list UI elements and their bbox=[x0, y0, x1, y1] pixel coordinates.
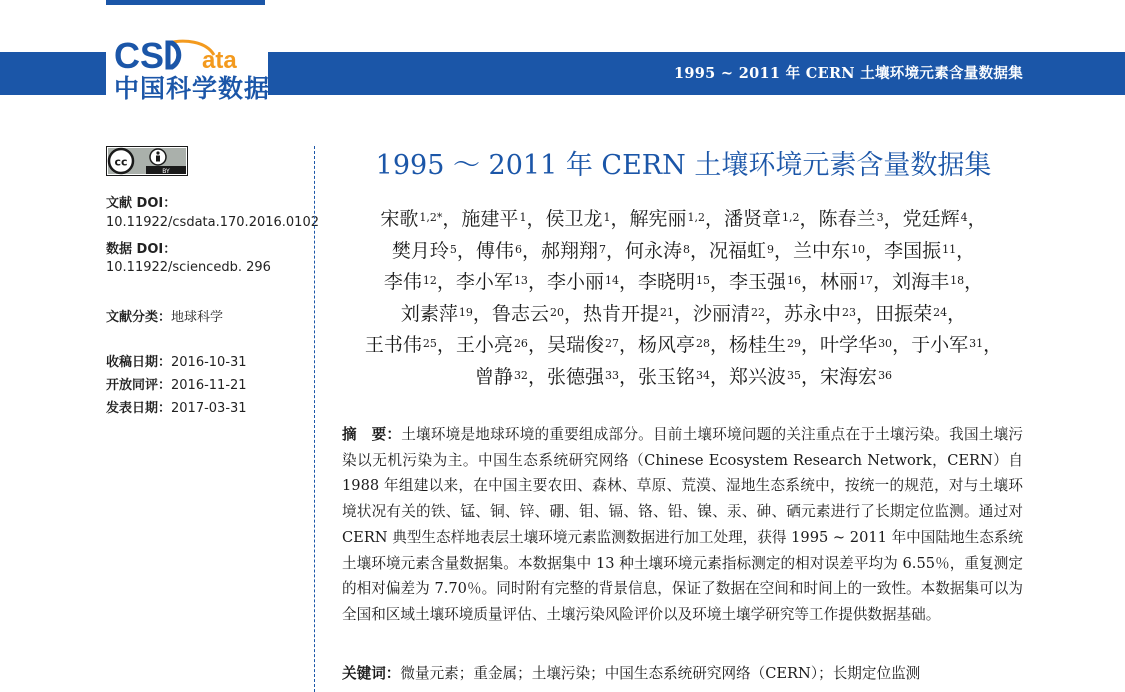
author-affiliation: 35 bbox=[787, 368, 802, 382]
author-name: 吴瑞俊 bbox=[546, 334, 604, 356]
author-item bbox=[892, 271, 964, 293]
open-review-label: 开放同评： bbox=[106, 378, 172, 393]
author-affiliation: 16 bbox=[787, 274, 802, 287]
author-item bbox=[401, 303, 473, 325]
svg-text:cc: cc bbox=[114, 155, 128, 169]
author-affiliation: 8 bbox=[683, 242, 690, 256]
keywords-label: 关键词： bbox=[342, 665, 401, 682]
author-item bbox=[819, 208, 884, 230]
author-item bbox=[709, 240, 774, 262]
author-item bbox=[456, 334, 528, 356]
published-value: 2017-03-31 bbox=[171, 401, 247, 416]
author-item bbox=[492, 303, 564, 325]
author-item bbox=[729, 366, 801, 388]
author-name: 侯卫龙 bbox=[545, 208, 603, 230]
category-row bbox=[106, 306, 223, 325]
author-item bbox=[875, 303, 947, 325]
author-name: 郝翔翔 bbox=[540, 239, 598, 262]
author-item bbox=[475, 366, 528, 388]
author-affiliation: 18 bbox=[950, 274, 965, 287]
author-item bbox=[365, 334, 437, 356]
author-name: 张德强 bbox=[546, 365, 604, 388]
author-name: 施建平 bbox=[461, 208, 519, 230]
logo-wordmark: CS bbox=[114, 37, 165, 73]
author-name: 张玉铭 bbox=[637, 365, 695, 388]
author-name: 刘素萍 bbox=[400, 302, 458, 325]
author-name: 郑兴波 bbox=[729, 365, 787, 388]
author-item bbox=[547, 366, 619, 388]
abstract bbox=[342, 422, 1023, 628]
author-item bbox=[903, 208, 968, 230]
author-item bbox=[724, 208, 800, 230]
author-affiliation: 7 bbox=[598, 242, 606, 256]
author-name: 王书伟 bbox=[364, 334, 422, 356]
open-review-row bbox=[106, 374, 247, 393]
author-item bbox=[547, 271, 619, 293]
author-item bbox=[820, 271, 873, 293]
logo-chinese-name: 中国科学数据 bbox=[114, 74, 271, 103]
author-name: 杨桂生 bbox=[729, 334, 787, 356]
author-item bbox=[820, 366, 892, 388]
author-affiliation: 19 bbox=[458, 305, 473, 319]
banner-title: 1995 ~ 2011 年 CERN 土壤环境元素含量数据集 bbox=[674, 65, 1023, 82]
category-label: 文献分类： bbox=[106, 310, 172, 325]
author-name: 于小军 bbox=[911, 334, 969, 356]
author-item bbox=[384, 271, 437, 293]
author-name: 曾静 bbox=[474, 365, 513, 388]
author-name: 李国振 bbox=[884, 239, 942, 262]
author-item bbox=[693, 303, 765, 325]
author-name: 解宪丽 bbox=[629, 208, 687, 230]
author-name: 沙丽清 bbox=[693, 302, 751, 325]
data-doi-value[interactable]: 10.11922/sciencedb. 296 bbox=[106, 260, 271, 275]
author-affiliation: 12 bbox=[422, 274, 437, 287]
author-name: 潘贤章 bbox=[724, 208, 782, 230]
author-name: 况福虹 bbox=[709, 239, 767, 262]
author-name: 李玉强 bbox=[729, 271, 787, 293]
svg-text:ata: ata bbox=[202, 47, 237, 73]
author-name: 苏永中 bbox=[784, 302, 842, 325]
author-name: 兰中东 bbox=[793, 239, 851, 262]
author-name: 李小军 bbox=[455, 271, 513, 293]
abstract-text: 土壤环境是地球环境的重要组成部分。目前土壤环境问题的关注重点在于土壤污染。我国土壤污染以无机污染为主。中国生态系统研究网络（Chinese Ecosystem Research Network，CERN）自 1988 年组建以来，在中国主要农田、森林、草原、荒漠、湿地生态系统中，按统一的规范，对与土壤环境状况有关的铁、锰、铜、锌、硼、钼、镉、铬、铅、镍、汞、砷、硒元素进行了长期定位监测。通过对 CERN 典型生态样地表层土壤环境元素监测数据进行加工处理，获得 1995 ~ 2011 年中国陆地生态系统土壤环境元素含量数据集。本数据集中 13 种土壤环境元素指标测定的相对误差平均为 6.55％，重复测定的相对偏差为 7.70％。同时附有完整的背景信息，保证了数据在空间和时间上的一致性。本数据集可以为全国和区域土壤环境质量评估、土壤污染风险评价以及环境土壤学研究等工作提供数据基础。 bbox=[342, 426, 1023, 623]
author-affiliation: 1,2 bbox=[782, 211, 800, 224]
author-affiliation: 15 bbox=[696, 274, 710, 287]
author-item bbox=[820, 334, 892, 356]
author-affiliation: 14 bbox=[604, 274, 619, 287]
author-affiliation: 9 bbox=[767, 242, 775, 256]
author-name: 鲁志云 bbox=[491, 302, 549, 325]
received-value: 2016-10-31 bbox=[171, 355, 247, 370]
author-affiliation: 25 bbox=[422, 337, 437, 350]
author-item bbox=[638, 334, 710, 356]
author-affiliation: 4 bbox=[960, 211, 968, 224]
article-title: 1995 ～ 2011 年 CERN 土壤环境元素含量数据集 bbox=[375, 150, 992, 181]
doi-value[interactable]: 10.11922/csdata.170.2016.0102 bbox=[106, 215, 319, 230]
author-name: 热肯开提 bbox=[582, 302, 659, 325]
author-item bbox=[911, 334, 983, 356]
author-affiliation: 1,2* bbox=[419, 211, 443, 224]
author-item bbox=[461, 208, 526, 230]
author-item bbox=[456, 271, 528, 293]
author-name: 杨风亭 bbox=[637, 334, 695, 356]
doi-label: 文献 DOI： bbox=[106, 196, 177, 211]
author-affiliation: 1 bbox=[603, 211, 611, 224]
author-name: 刘海丰 bbox=[892, 271, 950, 293]
author-affiliation: 1,2 bbox=[687, 211, 705, 224]
author-affiliation: 26 bbox=[513, 337, 528, 350]
author-item bbox=[784, 303, 856, 325]
published-row bbox=[106, 397, 247, 416]
keywords bbox=[342, 663, 1032, 685]
author-affiliation: 23 bbox=[842, 305, 857, 319]
author-affiliation: 27 bbox=[604, 337, 619, 350]
author-affiliation: 22 bbox=[751, 305, 766, 319]
author-affiliation: 21 bbox=[659, 305, 674, 319]
author-name: 叶学华 bbox=[820, 334, 878, 356]
author-name: 傅伟 bbox=[475, 239, 514, 262]
author-affiliation: 11 bbox=[942, 242, 957, 256]
author-item bbox=[729, 334, 801, 356]
author-item bbox=[476, 240, 522, 262]
author-item bbox=[638, 271, 710, 293]
author-item bbox=[541, 240, 606, 262]
author-name: 宋海宏 bbox=[820, 365, 878, 388]
author-affiliation: 33 bbox=[604, 368, 619, 382]
author-affiliation: 1 bbox=[519, 211, 527, 224]
author-name: 宋歌 bbox=[380, 208, 419, 230]
cc-by-license-icon[interactable] bbox=[106, 146, 188, 176]
author-affiliation: 6 bbox=[514, 242, 522, 256]
author-affiliation: 17 bbox=[859, 274, 874, 287]
author-affiliation: 28 bbox=[696, 337, 710, 350]
author-affiliation: 29 bbox=[787, 337, 802, 350]
author-name: 林丽 bbox=[820, 271, 859, 293]
author-affiliation: 13 bbox=[513, 274, 528, 287]
author-name: 田振荣 bbox=[875, 302, 933, 325]
author-item bbox=[545, 208, 610, 230]
author-name: 樊月玲 bbox=[391, 239, 449, 262]
author-affiliation: 20 bbox=[549, 305, 564, 319]
author-name: 王小亮 bbox=[455, 334, 513, 356]
received-label: 收稿日期： bbox=[106, 355, 172, 370]
logo-wordmark-icon bbox=[114, 37, 264, 73]
author-item bbox=[638, 366, 710, 388]
open-review-value: 2016-11-21 bbox=[171, 378, 247, 393]
author-name: 李晓明 bbox=[637, 271, 695, 293]
author-item bbox=[583, 303, 674, 325]
author-affiliation: 31 bbox=[969, 337, 984, 350]
author-affiliation: 30 bbox=[878, 337, 893, 350]
received-row bbox=[106, 351, 247, 370]
column-divider bbox=[314, 146, 315, 692]
category-value: 地球科学 bbox=[171, 310, 224, 325]
keywords-text: 微量元素；重金属；土壤污染；中国生态系统研究网络（CERN）；长期定位监测 bbox=[400, 665, 921, 682]
published-label: 发表日期： bbox=[106, 401, 172, 416]
author-item bbox=[625, 240, 690, 262]
author-item bbox=[380, 208, 442, 230]
author-affiliation: 36 bbox=[878, 368, 893, 382]
author-affiliation: 10 bbox=[851, 242, 866, 256]
author-name: 党廷辉 bbox=[902, 208, 960, 230]
author-item bbox=[392, 240, 457, 262]
author-affiliation: 3 bbox=[876, 211, 884, 224]
author-item bbox=[793, 240, 865, 262]
author-item bbox=[629, 208, 705, 230]
author-name: 何永涛 bbox=[624, 239, 682, 262]
top-accent-bar bbox=[106, 0, 265, 5]
author-affiliation: 32 bbox=[513, 368, 528, 382]
author-item bbox=[547, 334, 619, 356]
csdata-logo bbox=[106, 37, 271, 103]
author-affiliation: 5 bbox=[449, 242, 457, 256]
author-affiliation: 34 bbox=[696, 368, 710, 382]
author-affiliation: 24 bbox=[933, 305, 948, 319]
author-name: 李伟 bbox=[383, 271, 422, 293]
author-item bbox=[729, 271, 801, 293]
author-name: 陈春兰 bbox=[818, 208, 876, 230]
svg-text:BY: BY bbox=[162, 168, 170, 175]
abstract-label: 摘 要： bbox=[342, 426, 402, 443]
author-list: 宋歌$^{1,2*}$，施建平$^1$，侯卫龙$^1$，解宪丽$^{1,2}$，潘贤章$^{1,2}$，陈春兰$^3$，党廷辉$^4$， 樊月玲$^5$，傅伟$^6$，郝翔翔$^7$，何永涛$^8$，况福虹$^9$，兰中东$^{10}$，李国振$^{11}$， 李伟$^{12}$，李小军$^{13}$，李小丽$^{14}$，李晓明$^{15}$，李玉强$^{16}$，林丽$^{17}$，刘海丰$^{18}$， 刘素萍$^{19}$，鲁志云$^{20}$，热肯开提$^{21}$，沙丽清$^{22}$，苏永中$^{23}$，田振荣$^{24}$， 王书伟$^{25}$，王小亮$^{26}$，吴瑞俊$^{27}$，杨风亭$^{28}$，杨桂生$^{29}$，叶学华$^{30}$，于小军$^{31}$， 曾静$^{32}$，张德强$^{33}$，张玉铭$^{34}$，郑兴波$^{35}$，宋海宏$^{36}$ bbox=[364, 208, 1003, 388]
data-doi-label: 数据 DOI： bbox=[106, 242, 177, 257]
author-name: 李小丽 bbox=[546, 271, 604, 293]
author-item bbox=[884, 240, 956, 262]
